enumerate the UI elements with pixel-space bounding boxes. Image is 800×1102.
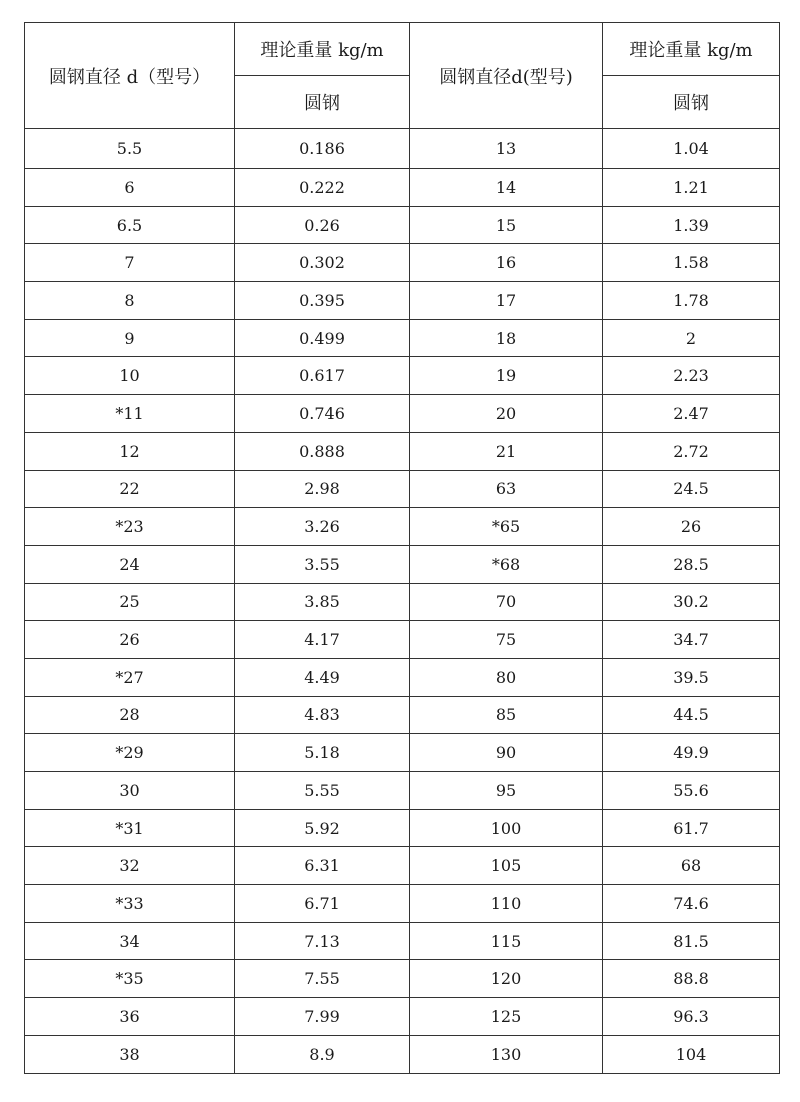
cell-diameter-left: 28: [25, 696, 235, 734]
cell-diameter-left: 36: [25, 998, 235, 1036]
header-diameter-right: 圆钢直径d(型号): [410, 23, 603, 129]
cell-diameter-right: 18: [410, 319, 603, 357]
cell-diameter-left: *29: [25, 734, 235, 772]
cell-diameter-left: 10: [25, 357, 235, 395]
table-row: [25, 395, 780, 433]
cell-diameter-right: 95: [410, 772, 603, 810]
table-row: [25, 998, 780, 1036]
cell-weight-right: 2.47: [603, 395, 780, 433]
cell-weight-right: 28.5: [603, 545, 780, 583]
cell-weight-right: 39.5: [603, 658, 780, 696]
cell-diameter-right: 70: [410, 583, 603, 621]
cell-weight-right: 1.04: [603, 129, 780, 169]
cell-weight-left: 4.49: [235, 658, 410, 696]
cell-diameter-right: 20: [410, 395, 603, 433]
table-body: [25, 129, 780, 1074]
table-row: [25, 508, 780, 546]
cell-weight-left: 6.31: [235, 847, 410, 885]
cell-diameter-right: 16: [410, 244, 603, 282]
cell-weight-right: 24.5: [603, 470, 780, 508]
cell-weight-right: 49.9: [603, 734, 780, 772]
table-row: [25, 244, 780, 282]
header-row: [25, 23, 780, 76]
cell-diameter-right: 17: [410, 282, 603, 320]
cell-diameter-left: 8: [25, 282, 235, 320]
steel-weight-table: [24, 22, 780, 1074]
cell-weight-left: 0.26: [235, 206, 410, 244]
cell-weight-right: 81.5: [603, 922, 780, 960]
cell-weight-right: 1.58: [603, 244, 780, 282]
cell-diameter-left: *23: [25, 508, 235, 546]
cell-weight-right: 2.23: [603, 357, 780, 395]
cell-weight-left: 0.617: [235, 357, 410, 395]
cell-weight-left: 0.746: [235, 395, 410, 433]
header-sub-right: 圆钢: [603, 76, 780, 129]
table-row: [25, 282, 780, 320]
cell-diameter-left: *33: [25, 885, 235, 923]
cell-weight-left: 7.99: [235, 998, 410, 1036]
cell-diameter-right: 75: [410, 621, 603, 659]
cell-weight-left: 7.13: [235, 922, 410, 960]
cell-weight-right: 1.78: [603, 282, 780, 320]
cell-weight-left: 5.18: [235, 734, 410, 772]
header-weight-left: 理论重量 kg/m: [235, 23, 410, 76]
cell-diameter-right: 19: [410, 357, 603, 395]
cell-diameter-left: *35: [25, 960, 235, 998]
cell-diameter-left: 7: [25, 244, 235, 282]
cell-diameter-right: 130: [410, 1035, 603, 1073]
cell-weight-left: 3.26: [235, 508, 410, 546]
cell-diameter-left: 26: [25, 621, 235, 659]
header-sub-left: 圆钢: [235, 76, 410, 129]
table-row: [25, 470, 780, 508]
cell-diameter-left: 32: [25, 847, 235, 885]
cell-diameter-left: 6.5: [25, 206, 235, 244]
table-row: [25, 357, 780, 395]
cell-weight-right: 68: [603, 847, 780, 885]
cell-weight-right: 2: [603, 319, 780, 357]
cell-weight-right: 1.21: [603, 169, 780, 207]
cell-weight-right: 104: [603, 1035, 780, 1073]
cell-weight-right: 26: [603, 508, 780, 546]
cell-diameter-left: *11: [25, 395, 235, 433]
cell-diameter-left: *31: [25, 809, 235, 847]
table-row: [25, 545, 780, 583]
cell-weight-left: 3.55: [235, 545, 410, 583]
cell-weight-left: 0.222: [235, 169, 410, 207]
header-weight-right: 理论重量 kg/m: [603, 23, 780, 76]
cell-diameter-left: 5.5: [25, 129, 235, 169]
cell-diameter-right: 63: [410, 470, 603, 508]
cell-weight-right: 96.3: [603, 998, 780, 1036]
cell-weight-left: 0.888: [235, 432, 410, 470]
cell-diameter-left: 34: [25, 922, 235, 960]
table-row: [25, 809, 780, 847]
cell-weight-left: 0.302: [235, 244, 410, 282]
cell-weight-right: 44.5: [603, 696, 780, 734]
table-row: [25, 847, 780, 885]
cell-weight-left: 0.186: [235, 129, 410, 169]
cell-weight-right: 61.7: [603, 809, 780, 847]
table-row: [25, 169, 780, 207]
cell-weight-left: 2.98: [235, 470, 410, 508]
cell-diameter-left: 38: [25, 1035, 235, 1073]
cell-weight-left: 8.9: [235, 1035, 410, 1073]
table-row: [25, 129, 780, 169]
cell-weight-left: 0.499: [235, 319, 410, 357]
header-diameter-left: 圆钢直径 d（型号）: [25, 23, 235, 129]
table-row: [25, 432, 780, 470]
table-row: [25, 658, 780, 696]
cell-diameter-right: 120: [410, 960, 603, 998]
cell-diameter-left: 6: [25, 169, 235, 207]
cell-diameter-right: *65: [410, 508, 603, 546]
cell-diameter-right: 115: [410, 922, 603, 960]
cell-weight-left: 7.55: [235, 960, 410, 998]
cell-weight-left: 0.395: [235, 282, 410, 320]
table-row: [25, 696, 780, 734]
table-row: [25, 621, 780, 659]
table-row: [25, 772, 780, 810]
cell-diameter-left: *27: [25, 658, 235, 696]
table-row: [25, 206, 780, 244]
cell-diameter-left: 30: [25, 772, 235, 810]
cell-weight-right: 2.72: [603, 432, 780, 470]
cell-weight-right: 74.6: [603, 885, 780, 923]
cell-diameter-right: 80: [410, 658, 603, 696]
cell-weight-left: 5.92: [235, 809, 410, 847]
table-row: [25, 319, 780, 357]
cell-diameter-left: 25: [25, 583, 235, 621]
cell-weight-right: 30.2: [603, 583, 780, 621]
cell-diameter-left: 24: [25, 545, 235, 583]
cell-diameter-right: 105: [410, 847, 603, 885]
cell-diameter-left: 12: [25, 432, 235, 470]
cell-weight-right: 88.8: [603, 960, 780, 998]
cell-weight-right: 1.39: [603, 206, 780, 244]
cell-diameter-right: 100: [410, 809, 603, 847]
cell-diameter-right: 14: [410, 169, 603, 207]
cell-diameter-right: 13: [410, 129, 603, 169]
cell-diameter-left: 22: [25, 470, 235, 508]
cell-weight-left: 5.55: [235, 772, 410, 810]
cell-diameter-right: 125: [410, 998, 603, 1036]
cell-diameter-right: 21: [410, 432, 603, 470]
cell-weight-left: 6.71: [235, 885, 410, 923]
table-row: [25, 734, 780, 772]
table-row: [25, 583, 780, 621]
cell-diameter-right: 90: [410, 734, 603, 772]
cell-weight-left: 4.17: [235, 621, 410, 659]
table-row: [25, 1035, 780, 1073]
table-row: [25, 960, 780, 998]
cell-weight-left: 4.83: [235, 696, 410, 734]
table-row: [25, 885, 780, 923]
cell-diameter-right: *68: [410, 545, 603, 583]
table-row: [25, 922, 780, 960]
cell-weight-right: 55.6: [603, 772, 780, 810]
cell-diameter-right: 85: [410, 696, 603, 734]
cell-weight-left: 3.85: [235, 583, 410, 621]
cell-weight-right: 34.7: [603, 621, 780, 659]
cell-diameter-left: 9: [25, 319, 235, 357]
cell-diameter-right: 15: [410, 206, 603, 244]
cell-diameter-right: 110: [410, 885, 603, 923]
